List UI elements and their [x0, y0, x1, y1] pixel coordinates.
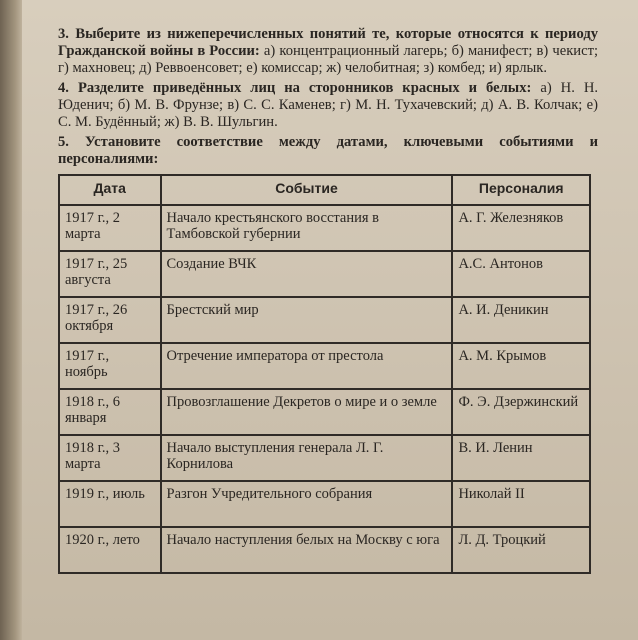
table-row	[59, 251, 590, 297]
person-cell: Л. Д. Троцкий	[452, 527, 590, 573]
task-5-number: 5.	[58, 134, 69, 150]
page-binding-edge	[0, 0, 22, 640]
header-event: Событие	[161, 175, 453, 205]
event-cell: Разгон Учредительного собрания	[161, 481, 453, 527]
task-3-title: Выберите из нижеперечисленных понятий те, которые относятся к периоду Гражданской войны в России:	[58, 26, 598, 59]
event-cell: Брестский мир	[161, 297, 453, 343]
event-cell: Создание ВЧК	[161, 251, 453, 297]
person-cell: А.С. Антонов	[452, 251, 590, 297]
table-row	[59, 481, 590, 527]
task-5	[58, 134, 598, 168]
task-4-title: Разделите приведённых лиц на сторонников красных и белых:	[77, 80, 532, 96]
table-header-row	[59, 175, 590, 205]
person-cell: Ф. Э. Дзержинский	[452, 389, 590, 435]
date-cell: 1917 г., 2 марта	[59, 205, 161, 251]
date-cell: 1920 г., лето	[59, 527, 161, 573]
task-4-number: 4.	[58, 80, 69, 96]
task-3	[58, 26, 598, 77]
person-cell: А. И. Деникин	[452, 297, 590, 343]
table-row	[59, 205, 590, 251]
person-cell: А. М. Крымов	[452, 343, 590, 389]
table-row	[59, 389, 590, 435]
matching-table	[58, 174, 591, 574]
event-cell: Начало крестьянского восстания в Тамбовской губернии	[161, 205, 453, 251]
table-row	[59, 435, 590, 481]
task-4	[58, 80, 598, 131]
task-5-title: Установите соответствие между датами, ключевыми событиями и персоналиями:	[58, 134, 598, 167]
header-date: Дата	[59, 175, 161, 205]
header-person: Персоналия	[452, 175, 590, 205]
person-cell: Николай II	[452, 481, 590, 527]
person-cell: А. Г. Железняков	[452, 205, 590, 251]
task-4-options: а) Н. Н. Юденич; б) М. В. Фрунзе; в) С. С. Каменев; г) М. Н. Тухачевский; д) А. В. Колчак; е) С. М. Будённый; ж) В. В. Шульгин.	[58, 80, 599, 130]
table-row	[59, 343, 590, 389]
event-cell: Начало выступления генерала Л. Г. Корнилова	[161, 435, 453, 481]
table-row	[59, 297, 590, 343]
date-cell: 1918 г., 3 марта	[59, 435, 161, 481]
date-cell: 1917 г., 26 октября	[59, 297, 161, 343]
date-cell: 1918 г., 6 января	[59, 389, 161, 435]
page-content	[58, 26, 598, 574]
person-cell: В. И. Ленин	[452, 435, 590, 481]
event-cell: Начало наступления белых на Москву с юга	[161, 527, 453, 573]
task-3-number: 3.	[58, 26, 69, 42]
date-cell: 1917 г., 25 августа	[59, 251, 161, 297]
task-3-options: а) концентрационный лагерь; б) манифест; в) чекист; г) махновец; д) Реввоенсовет; е) комиссар; ж) челобитная; з) комбед; и) ярлык.	[58, 43, 598, 76]
event-cell: Отречение императора от престола	[161, 343, 453, 389]
date-cell: 1917 г., ноябрь	[59, 343, 161, 389]
table-row	[59, 527, 590, 573]
event-cell: Провозглашение Декретов о мире и о земле	[161, 389, 453, 435]
date-cell: 1919 г., июль	[59, 481, 161, 527]
